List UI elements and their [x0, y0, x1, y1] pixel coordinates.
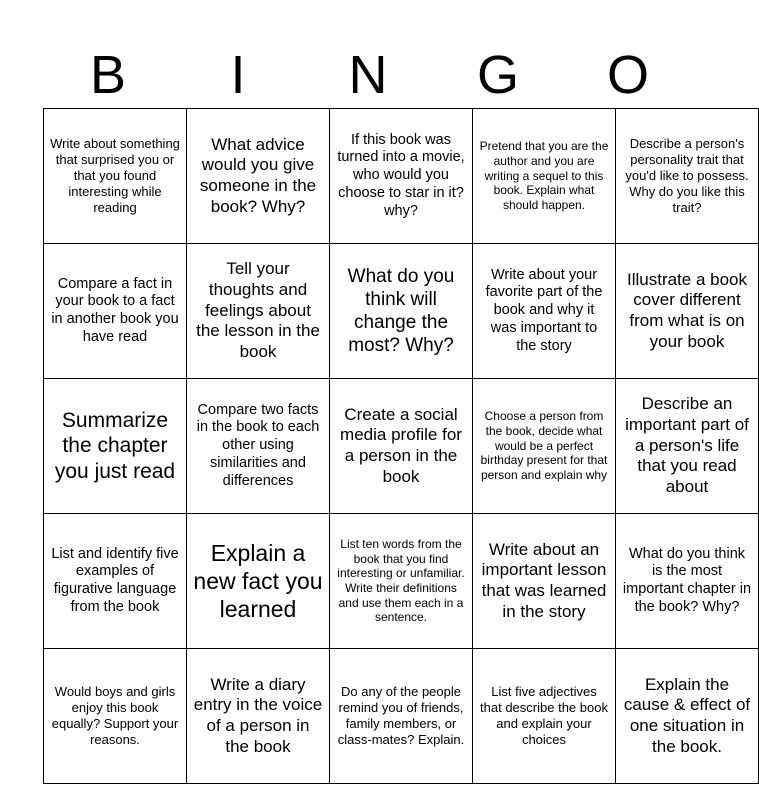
bingo-cell: Create a social media profile for a person in the book [330, 379, 473, 514]
bingo-cell: Would boys and girls enjoy this book equally? Support your reasons. [44, 649, 187, 784]
header-letter-n: N [348, 45, 388, 105]
board-row [44, 379, 759, 514]
board-row [44, 514, 759, 649]
board-row [44, 109, 759, 244]
bingo-cell: If this book was turned into a movie, who would you choose to star in it? why? [330, 109, 473, 244]
bingo-header [43, 44, 693, 106]
board-row [44, 244, 759, 379]
bingo-cell: What advice would you give someone in the book? Why? [187, 109, 330, 244]
bingo-cell: What do you think is the most important chapter in the book? Why? [616, 514, 759, 649]
bingo-cell: List five adjectives that describe the book and explain your choices [473, 649, 616, 784]
bingo-cell: Compare a fact in your book to a fact in another book you have read [44, 244, 187, 379]
bingo-cell: Pretend that you are the author and you are writing a sequel to this book. Explain what should happen. [473, 109, 616, 244]
bingo-cell: Explain the cause & effect of one situation in the book. [616, 649, 759, 784]
header-letter-o: O [606, 45, 649, 105]
bingo-cell: Choose a person from the book, decide what would be a perfect birthday present for that person and explain why [473, 379, 616, 514]
bingo-cell: List ten words from the book that you find interesting or unfamiliar. Write their definitions and use them each in a sentence. [330, 514, 473, 649]
bingo-cell: Describe a person's personality trait that you'd like to possess. Why do you like this trait? [616, 109, 759, 244]
bingo-cell: Summarize the chapter you just read [44, 379, 187, 514]
header-letter-i: I [230, 45, 246, 105]
bingo-cell: List and identify five examples of figurative language from the book [44, 514, 187, 649]
bingo-cell: Write about an important lesson that was learned in the story [473, 514, 616, 649]
header-letter-b: B [89, 45, 127, 105]
bingo-cell: Do any of the people remind you of friends, family members, or class-mates? Explain. [330, 649, 473, 784]
board-row [44, 649, 759, 784]
bingo-cell: Write about something that surprised you or that you found interesting while reading [44, 109, 187, 244]
header-letter-g: G [476, 45, 519, 105]
bingo-cell: Write a diary entry in the voice of a person in the book [187, 649, 330, 784]
bingo-cell: Describe an important part of a person's life that you read about [616, 379, 759, 514]
bingo-board [43, 108, 759, 784]
bingo-cell: Tell your thoughts and feelings about the lesson in the book [187, 244, 330, 379]
bingo-cell: Compare two facts in the book to each other using similarities and differences [187, 379, 330, 514]
bingo-cell: Write about your favorite part of the book and why it was important to the story [473, 244, 616, 379]
bingo-cell: Illustrate a book cover different from what is on your book [616, 244, 759, 379]
bingo-cell: What do you think will change the most? Why? [330, 244, 473, 379]
bingo-cell: Explain a new fact you learned [187, 514, 330, 649]
